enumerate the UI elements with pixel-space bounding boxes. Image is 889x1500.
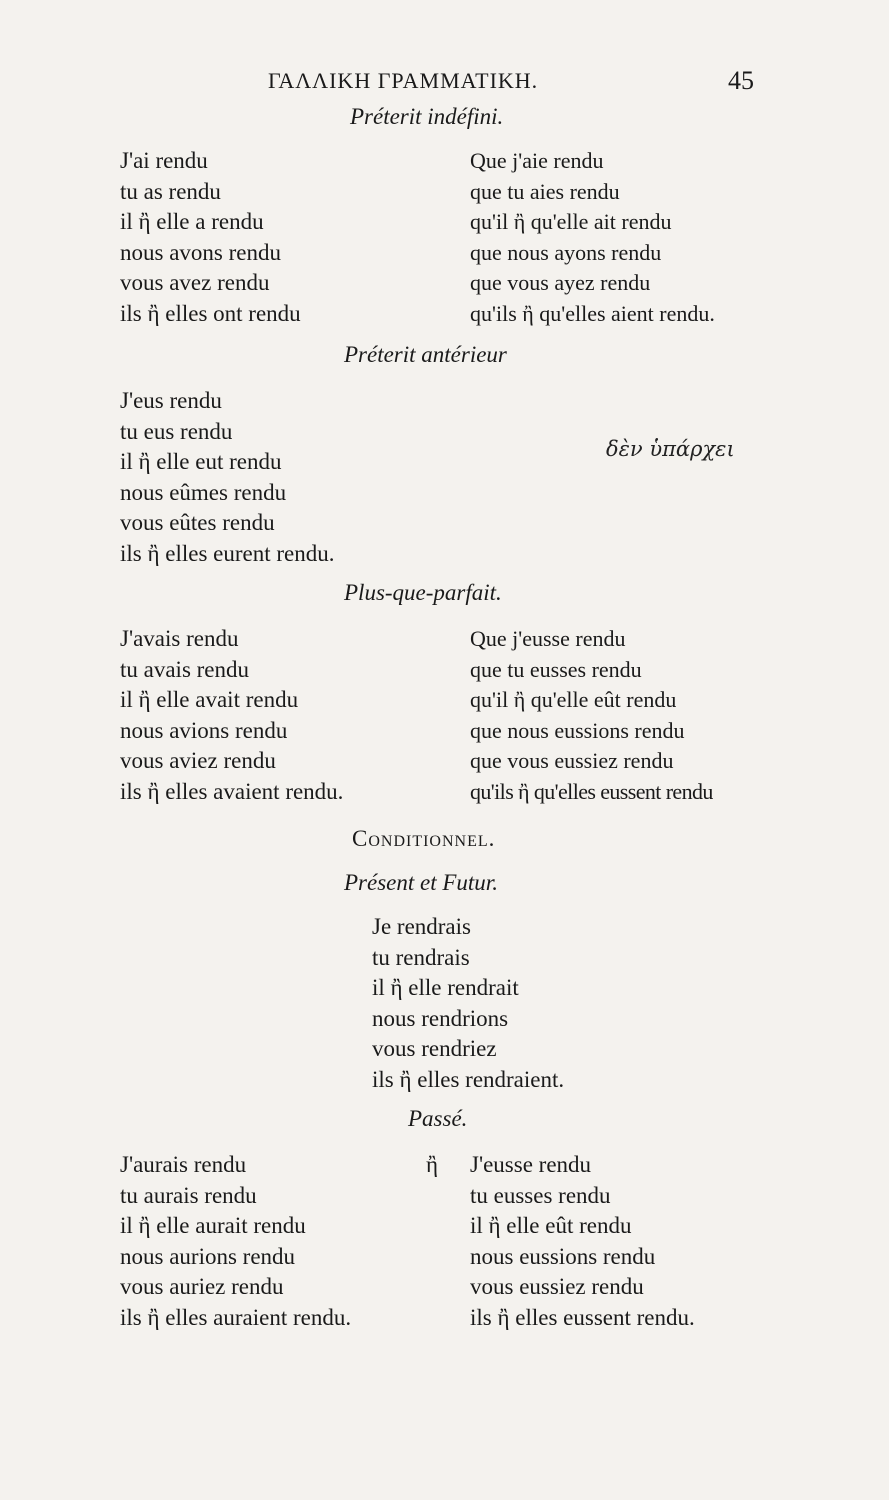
preterit-anterieur-indicative bbox=[120, 386, 335, 569]
or-conjunction: ἢ bbox=[426, 1152, 439, 1177]
conjugation-line: qu'il ἢ qu'elle ait rendu bbox=[470, 209, 672, 234]
conjugation-line: ils ἢ elles rendraient. bbox=[372, 1066, 565, 1092]
conjugation-line: nous eûmes rendu bbox=[120, 479, 287, 505]
conjugation-line: tu eus rendu bbox=[120, 418, 233, 444]
conjugation-line: J'aurais rendu bbox=[120, 1152, 247, 1177]
conjugation-line: tu avais rendu bbox=[120, 656, 250, 682]
conjugation-line: que vous ayez rendu bbox=[470, 270, 651, 295]
conjugation-line: que tu aies rendu bbox=[470, 178, 620, 204]
section-title-passe: Passé. bbox=[408, 1106, 468, 1131]
conjugation-line: ils ἢ elles eurent rendu. bbox=[120, 540, 335, 566]
conjugation-line: il ἢ elle rendrait bbox=[372, 975, 519, 1000]
conjugation-line: il ἢ elle a rendu bbox=[120, 209, 264, 234]
conjugation-line: vous auriez rendu bbox=[120, 1274, 284, 1299]
page-number: 45 bbox=[728, 66, 754, 95]
conjugation-line: vous aviez rendu bbox=[120, 748, 276, 773]
conjugation-line: il ἢ elle avait rendu bbox=[120, 687, 299, 712]
conjugation-line: il ἢ elle eut rendu bbox=[120, 449, 282, 474]
conjugation-line: nous avons rendu bbox=[120, 239, 281, 265]
conjugation-line: Je rendrais bbox=[372, 914, 471, 939]
conjugation-line: ils ἢ elles eussent rendu. bbox=[470, 1304, 695, 1330]
conjugation-line: qu'il ἢ qu'elle eût rendu bbox=[470, 687, 677, 712]
conjugation-line: qu'ils ἢ qu'elles eussent rendu bbox=[470, 778, 713, 804]
conjugation-line: J'eusse rendu bbox=[470, 1152, 592, 1177]
conjugation-line: J'eus rendu bbox=[120, 388, 222, 413]
conjugation-line: J'ai rendu bbox=[120, 148, 208, 173]
conjugation-line: il ἢ elle aurait rendu bbox=[120, 1213, 306, 1238]
section-title-conditionnel: Conditionnel. bbox=[352, 826, 496, 851]
section-title-plus-que-parfait: Plus-que-parfait. bbox=[344, 580, 502, 605]
plus-que-parfait-subjunctive bbox=[470, 624, 713, 807]
section-title-preterit-indefini: Préterit indéfini. bbox=[350, 104, 504, 129]
conjugation-line: nous eussions rendu bbox=[470, 1243, 656, 1269]
conjugation-line: tu as rendu bbox=[120, 178, 221, 204]
conjugation-line: ils ἢ elles auraient rendu. bbox=[120, 1304, 352, 1330]
conjugation-line: que tu eusses rendu bbox=[470, 656, 642, 682]
conjugation-line: vous eûtes rendu bbox=[120, 510, 275, 535]
conjugation-line: Que j'aie rendu bbox=[470, 148, 604, 173]
preterit-indefini-subjunctive bbox=[470, 146, 715, 329]
conjugation-line: il ἢ elle eût rendu bbox=[470, 1213, 632, 1238]
conjugation-line: J'avais rendu bbox=[120, 626, 239, 651]
conjugation-line: nous aurions rendu bbox=[120, 1243, 296, 1269]
conditionnel-present bbox=[372, 912, 564, 1095]
conjugation-line: ils ἢ elles avaient rendu. bbox=[120, 778, 344, 804]
plus-que-parfait-indicative bbox=[120, 624, 343, 807]
conjugation-line: que vous eussiez rendu bbox=[470, 748, 674, 773]
conditionnel-passe-second-form bbox=[470, 1150, 695, 1333]
conjugation-line: que nous eussions rendu bbox=[470, 717, 685, 743]
conjugation-line: nous avions rendu bbox=[120, 717, 288, 743]
handwritten-note: δὲν ὑπάρχει bbox=[606, 437, 735, 461]
section-title-preterit-anterieur: Préterit antérieur bbox=[344, 342, 507, 367]
conjugation-line: tu rendrais bbox=[372, 944, 470, 970]
running-header: ΓΑΛΛΙΚΗ ΓΡΑΜΜΑΤΙΚΗ. bbox=[268, 68, 539, 93]
conjugation-line: vous rendriez bbox=[372, 1036, 497, 1061]
conjugation-line: que nous ayons rendu bbox=[470, 239, 662, 265]
preterit-indefini-indicative bbox=[120, 146, 301, 329]
conjugation-line: qu'ils ἢ qu'elles aient rendu. bbox=[470, 300, 715, 326]
conjugation-line: vous avez rendu bbox=[120, 270, 270, 295]
conditionnel-passe-first-form bbox=[120, 1150, 351, 1333]
conjugation-line: ils ἢ elles ont rendu bbox=[120, 300, 301, 326]
conjugation-line: tu eusses rendu bbox=[470, 1182, 611, 1208]
conjugation-line: nous rendrions bbox=[372, 1005, 509, 1031]
conjugation-line: tu aurais rendu bbox=[120, 1182, 257, 1208]
section-title-present-futur: Présent et Futur. bbox=[344, 870, 498, 895]
conjugation-line: Que j'eusse rendu bbox=[470, 626, 626, 651]
conjugation-line: vous eussiez rendu bbox=[470, 1274, 644, 1299]
